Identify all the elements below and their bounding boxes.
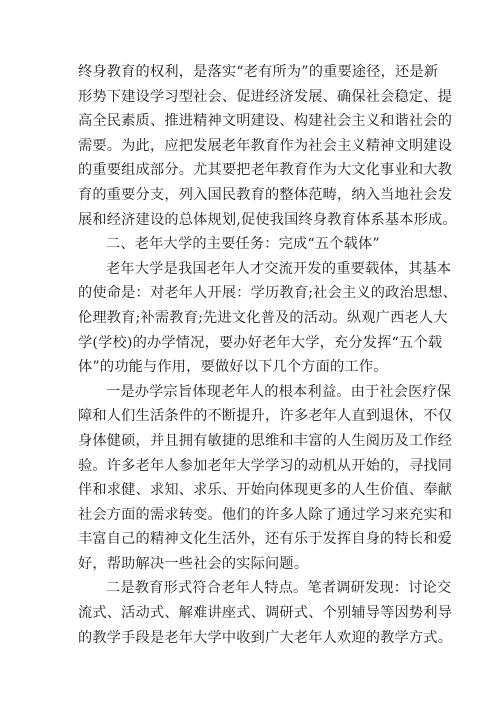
text-line-10: 的使命是：对老年人开展：学历教育;社会主义的政治思想、: [78, 285, 458, 302]
text-line-16: 身体健硕，并且拥有敏捷的思维和丰富的人生阅历及工作经: [78, 432, 453, 449]
text-line-19: 社会方面的需求转变。他们的许多人除了通过学习来充实和: [78, 506, 453, 523]
text-line-1: 终身教育的权利，是落实“老有所为”的重要途径，还是新: [78, 64, 439, 80]
text-line-17: 验。许多老年人参加老年大学学习的动机从开始的，寻找同: [78, 457, 453, 474]
text-line-15: 障和人们生活条件的不断提升，许多老年人直到退休，不仅: [78, 408, 453, 425]
text-line-20: 丰富自己的精神文化生活外，还有乐于发挥自身的特长和爱: [78, 531, 453, 548]
document-page: [78, 60, 458, 650]
text-line-14: 一是办学宗旨体现老年人的根本利益。由于社会医疗保: [106, 383, 452, 400]
text-line-22: 二是教育形式符合老年人特点。笔者调研发现：讨论交: [106, 580, 452, 597]
text-line-23: 流式、活动式、解难讲座式、调研式、个别辅导等因势利导: [78, 605, 453, 622]
text-line-5: 的重要组成部分。尤其要把老年教育作为大文化事业和大教: [78, 162, 453, 179]
text-line-2: 形势下建设学习型社会、促进经济发展、确保社会稳定、提: [78, 88, 453, 105]
text-line-21: 好，帮助解决一些社会的实际问题。: [78, 555, 309, 572]
text-line-6: 育的重要分支，列入国民教育的整体范畴，纳入当地社会发: [78, 186, 453, 203]
text-line-12: 学(学校)的办学情况，要办好老年大学，充分发挥“五个载: [78, 334, 443, 351]
text-line-11: 伦理教育;补需教育;先进文化普及的活动。纵观广西老人大: [78, 309, 448, 326]
text-line-24: 的教学手段是老年大学中收到广大老年人欢迎的教学方式。: [78, 629, 453, 646]
section-heading: 二、老年大学的主要任务：完成“五个载体”: [106, 236, 380, 253]
text-line-13: 体”的功能与作用，要做好以下几个方面的工作。: [78, 359, 388, 376]
text-line-18: 伴和求健、求知、求乐、开始向体现更多的人生价值、奉献: [78, 482, 453, 499]
text-line-7: 展和经济建设的总体规划,促使我国终身教育体系基本形成。: [78, 211, 457, 228]
text-line-9: 老年大学是我国老年人才交流开发的重要载体，其基本: [106, 260, 452, 277]
text-line-4: 需要。为此，应把发展老年教育作为社会主义精神文明建设: [78, 137, 453, 154]
text-line-3: 高全民素质、推进精神文明建设、构建社会主义和谐社会的: [78, 113, 453, 130]
